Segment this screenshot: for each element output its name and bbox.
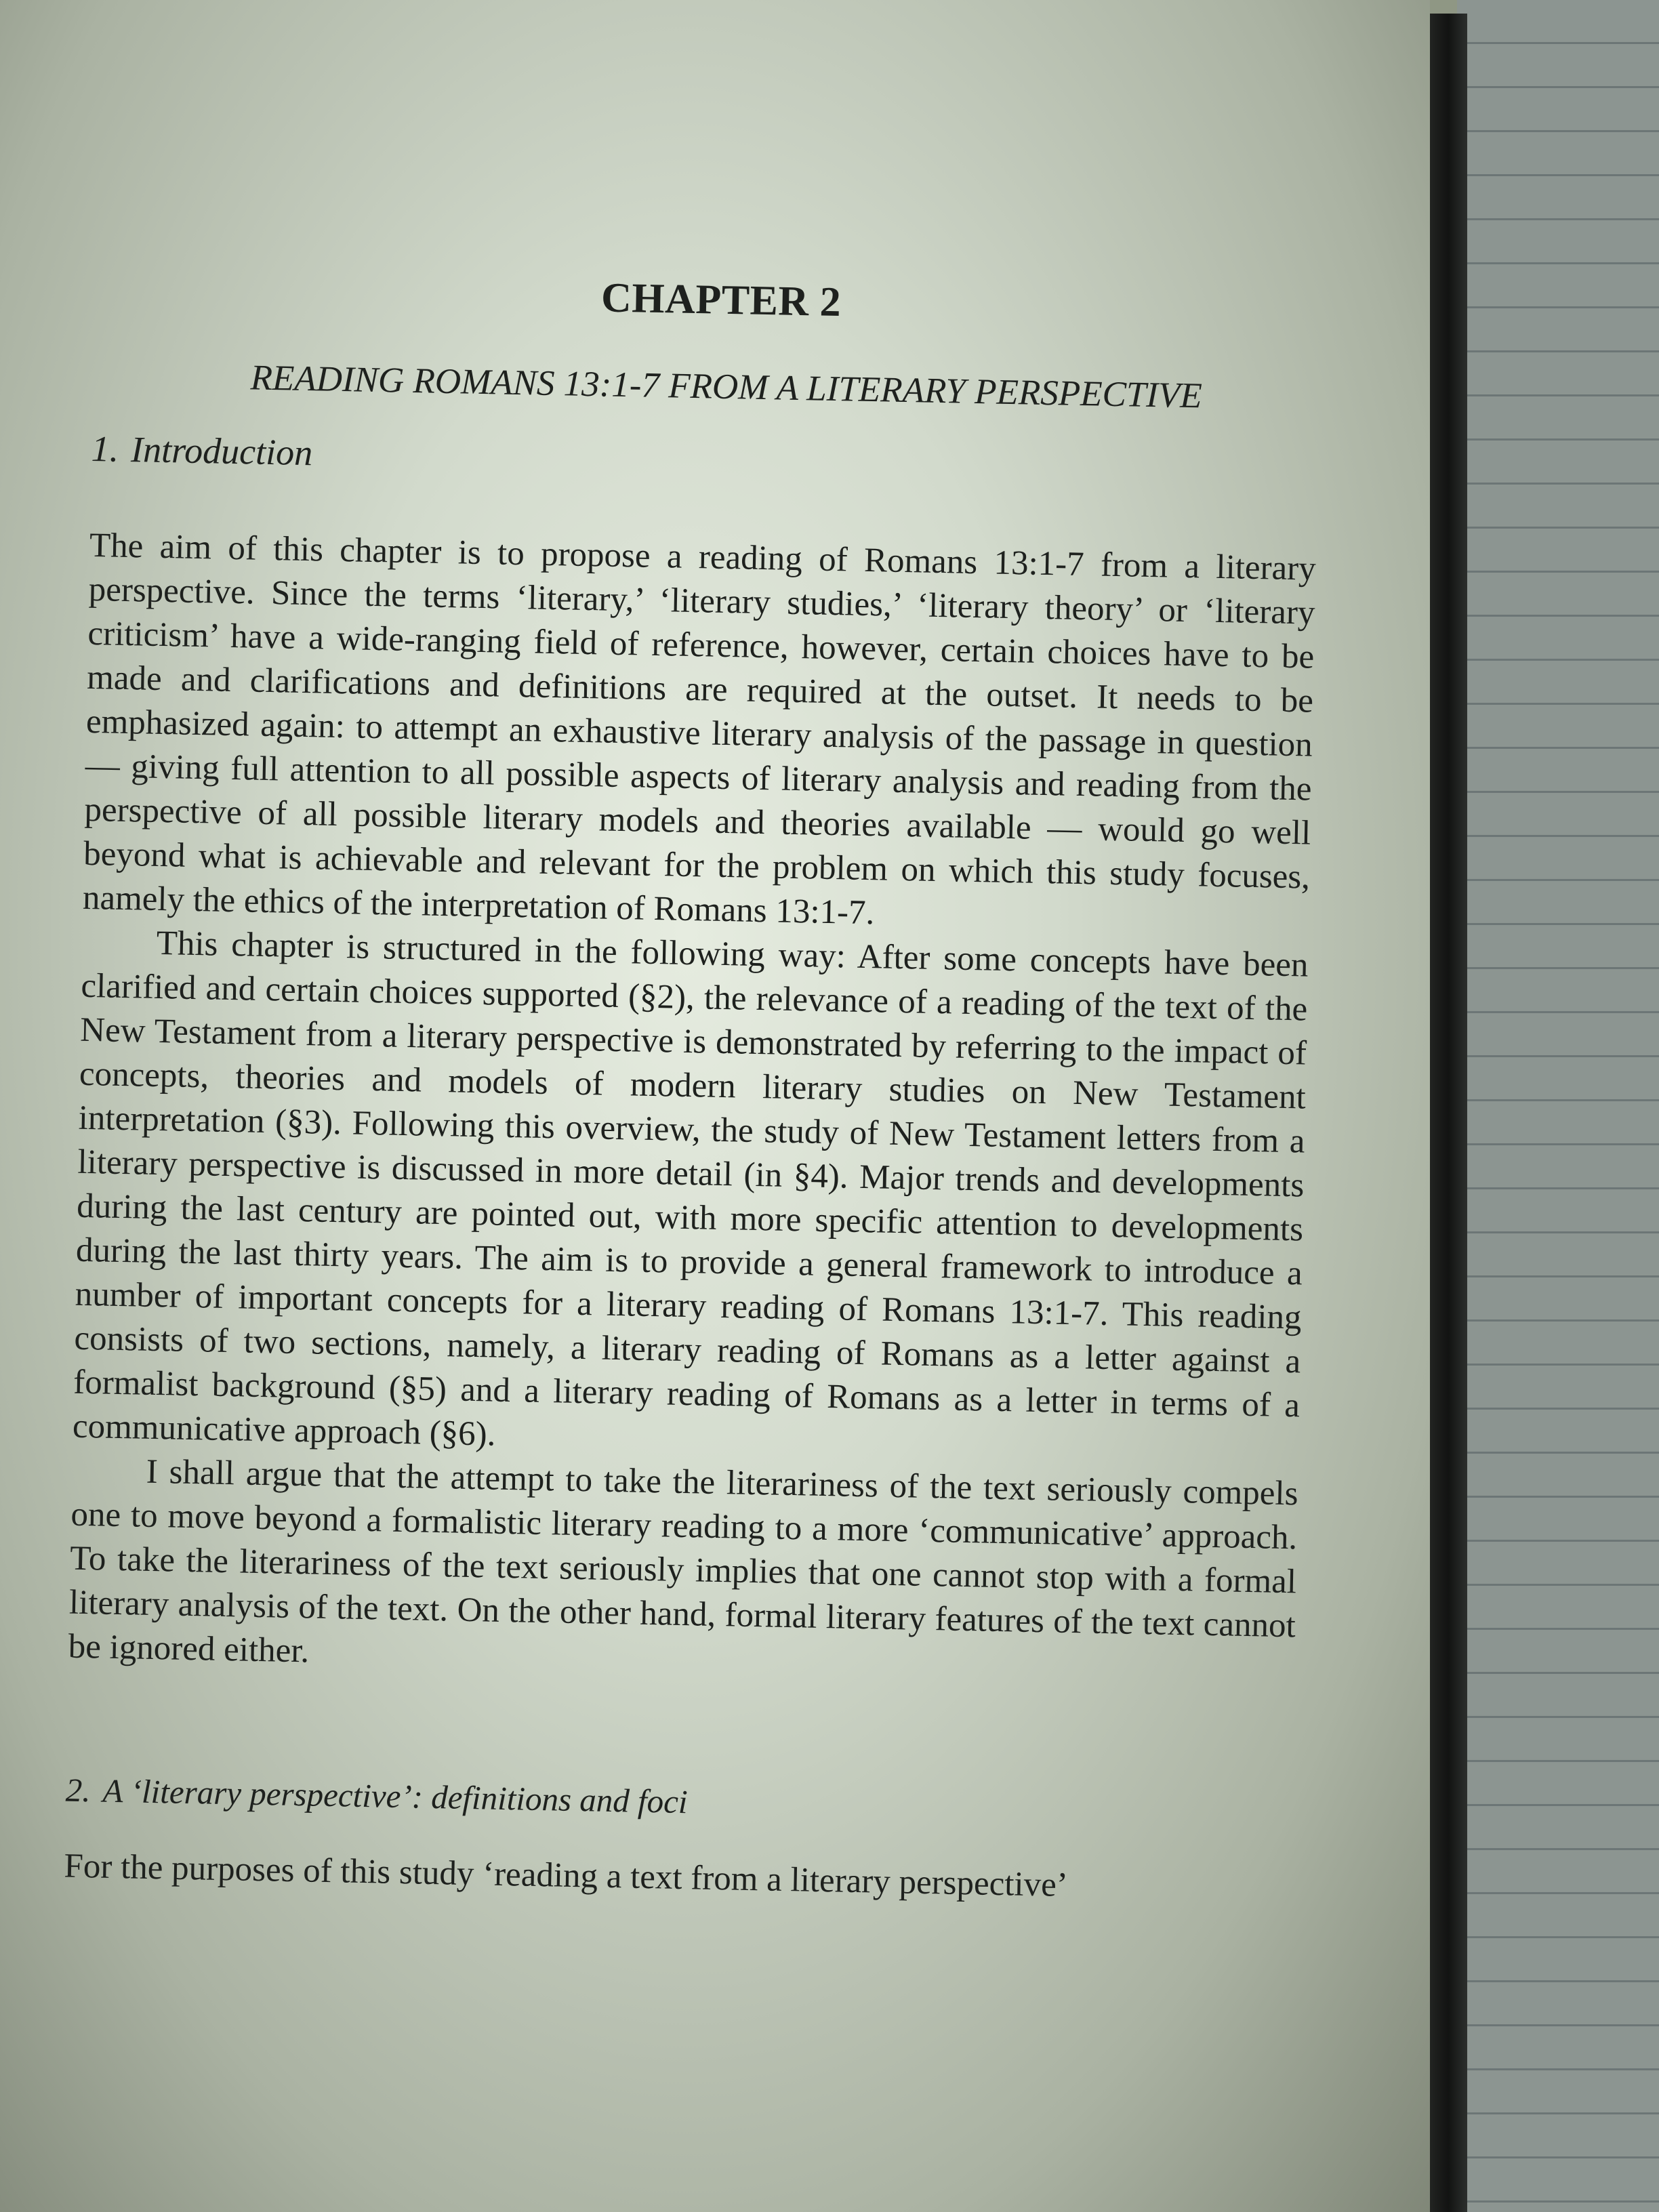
- section-heading-introduction: [91, 428, 1318, 493]
- notebook-paper-background: [1457, 0, 1659, 2212]
- section-heading-literary-perspective: [65, 1771, 1292, 1833]
- paragraph-structure: This chapter is structured in the following way: After some concepts have been clarified and certain choices supported (§2), the relevance of a reading of the text of the New Testament from a literary perspective is demonstrated by referring to the impact of concepts, theories and models of modern literary studies on New Testament interpretation (§3). Following this overview, the study of New Testament letters from a literary perspective is discussed in more detail (in §4). Major trends and developments during the last century are pointed out, with more specific attention to developments during the last thirty years. The aim is to provide a general framework to introduce a number of important concepts for a literary reading of Romans 13:1-7. This reading consists of two sections, namely, a literary reading of Romans as a letter against a formalist background (§5) and a literary reading of Romans as a letter in terms of a communicative approach (§6).: [72, 924, 1309, 1454]
- paragraph-argument: I shall argue that the attempt to take the literariness of the text seriously compels one to move beyond a formalistic literary reading to a more ‘communicative’ approach. To take the literariness of the text seriously implies that one cannot stop with a formal literary analysis of the text. On the other hand, formal literary features of the text cannot be ignored either.: [68, 1452, 1299, 1671]
- paragraph-aim: The aim of this chapter is to propose a reading of Romans 13:1-7 from a literary perspective. Since the terms ‘literary,’ ‘literary studies,’ ‘literary theory’ or ‘literary criticism’ have a wide-ranging field of reference, however, certain choices have to be made and clarifications and definitions are required at the outset. It needs to be emphasized again: to attempt an exhaustive literary analysis of the passage in question — giving full attention to all possible aspects of literary analysis and reading from the perspective of all possible literary models and theories available — would go well beyond what is achievable and relevant for the problem on which this study focuses, namely the ethics of the interpretation of Romans 13:1-7.: [82, 526, 1317, 933]
- chapter-title: READING ROMANS 13:1-7 FROM A LITERARY PERSPECTIVE: [250, 358, 1203, 416]
- paragraph-purposes: For the purposes of this study ‘reading a text from a literary perspective’: [64, 1847, 1069, 1904]
- section-title: Introduction: [130, 429, 313, 474]
- page-content: [64, 264, 1322, 1912]
- section-number: 1.: [91, 428, 119, 470]
- section-title: A ‘literary perspective’: definitions and foci: [102, 1771, 689, 1821]
- section-number: 2.: [65, 1771, 91, 1809]
- chapter-label: CHAPTER 2: [600, 274, 842, 326]
